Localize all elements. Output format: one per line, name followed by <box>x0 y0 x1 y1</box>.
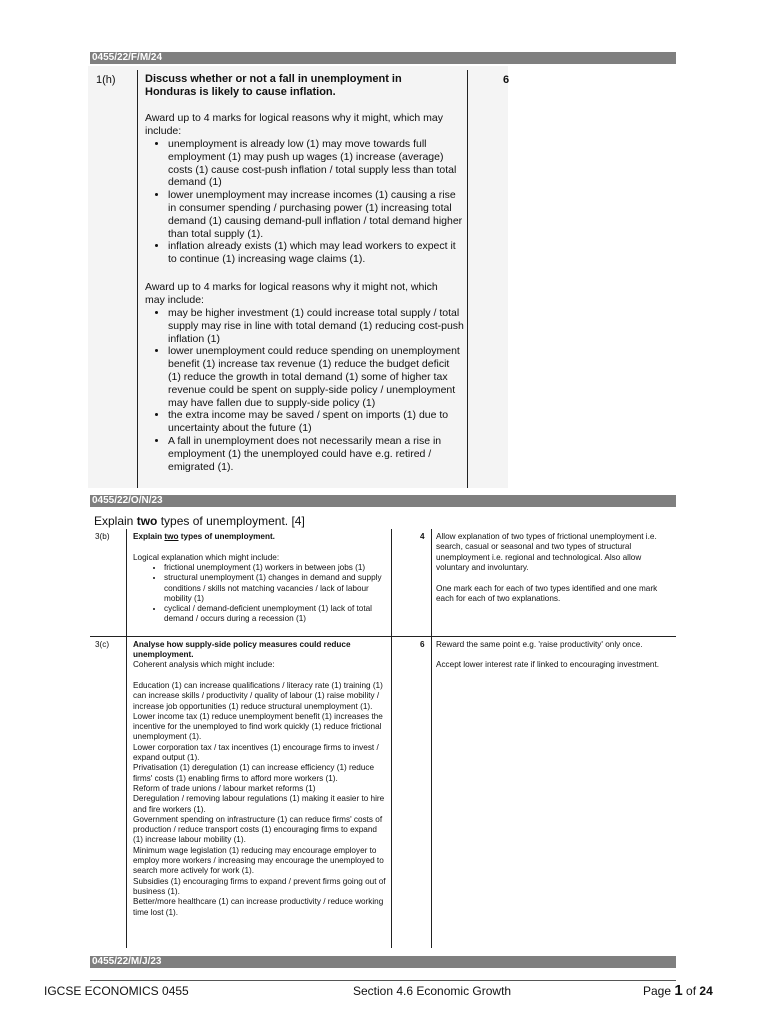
analysis-line: Government spending on infrastructure (1) can reduce firms' costs of production / reduce transport costs (1) encouraging firms to expand (1) increase labour mobility (1). <box>133 814 383 845</box>
question-title: Discuss whether or not a fall in unemployment in Honduras is likely to cause inflation. <box>145 73 402 98</box>
list-item: • inflation already exists (1) which may lead workers to expect it to continue (1) increasing wage claims (1). <box>168 240 464 266</box>
list-item: • the extra income may be saved / spent on imports (1) due to uncertainty about the future (1) <box>168 409 464 435</box>
footer-section: Section 4.6 Economic Growth <box>353 984 512 998</box>
question-title <box>133 532 275 542</box>
question-title: Analyse how supply-side policy measures could reduce unemployment. <box>133 640 351 660</box>
page-of: of <box>682 984 700 998</box>
analysis-line: Lower corporation tax / tax incentives (1) encourage firms to invest / expand output (1). <box>133 742 379 763</box>
list-item: • cyclical / demand-deficient unemployment (1) lack of total demand / occurs during a recession (1) <box>164 604 386 625</box>
page-total: 24 <box>699 984 713 998</box>
analysis-line: Lower income tax (1) reduce unemployment benefit (1) increases the incentive for the unemployed to find work quickly (1) reduce frictional unemployment (1). <box>133 711 383 742</box>
heading-text: types of unemployment. [4] <box>157 514 305 528</box>
analysis-line: Subsidies (1) encouraging firms to expand / prevent firms going out of business (1). <box>133 876 386 896</box>
column-divider <box>467 70 468 488</box>
column-divider <box>391 529 392 948</box>
question-number: 3(b) <box>95 532 110 541</box>
column-divider <box>126 529 127 948</box>
row-divider <box>90 636 676 637</box>
analysis-line: Privatisation (1) deregulation (1) can increase efficiency (1) reduce firms' costs (1) enabling firms to afford more workers (1). <box>133 763 375 783</box>
list-item: • lower unemployment may increase incomes (1) causing a rise in consumer spending / purchasing power (1) increasing total demand (1) causing demand-pull inflation / total demand higher than total supply (1). <box>168 189 464 240</box>
footer-page-number <box>643 982 713 999</box>
intro-might-not: Award up to 4 marks for logical reasons why it might not, which may include: <box>145 281 438 306</box>
heading-emphasis: two <box>136 514 158 528</box>
list-item: • frictional unemployment (1) workers in between jobs (1) <box>164 563 386 573</box>
marks-value: 4 <box>420 532 425 541</box>
list-item: • A fall in unemployment does not necessarily mean a rise in employment (1) the unemployed could have e.g. retired / emigrated (1). <box>168 435 464 473</box>
analysis-line: Better/more healthcare (1) can increase productivity / reduce working time lost (1). <box>133 897 384 917</box>
analysis-line: Minimum wage legislation (1) reducing may encourage employer to employ more workers / increasing may encourage the unemployed to search more actively for work (1). <box>133 845 384 876</box>
list-item: • structural unemployment (1) changes in demand and supply conditions / skills not matching vacancies / lack of labour mobility (1) <box>164 573 386 604</box>
guidance-text: Accept lower interest rate if linked to encouraging investment. <box>436 660 659 669</box>
question-number: 1(h) <box>96 74 116 86</box>
guidance-text: One mark each for each of two types identified and one mark each for each of two explanations. <box>436 584 658 604</box>
guidance-text: Reward the same point e.g. 'raise productivity' only once. <box>436 640 643 649</box>
paper-code-bar: 0455/22/F/M/24 <box>90 52 676 64</box>
heading-text: Explain <box>94 514 137 528</box>
analysis-line: Deregulation / removing labour regulations (1) making it easier to hire and fire workers (1). <box>133 794 385 814</box>
title-text: Explain <box>133 532 165 541</box>
intro-text: Logical explanation which might include: <box>133 553 280 562</box>
footer-rule <box>90 980 676 981</box>
question-number: 3(c) <box>95 640 110 649</box>
guidance-text: Allow explanation of two types of frictional unemployment i.e. search, casual or seasonal and two types of structural unemployment i.e. regional and technological. Also allow voluntary and involuntary. <box>436 532 657 572</box>
might-not-list <box>142 307 464 473</box>
footer-course: IGCSE ECONOMICS 0455 <box>44 984 189 998</box>
might-list <box>142 138 464 266</box>
column-divider <box>137 70 138 488</box>
column-divider <box>431 529 432 948</box>
title-emphasis: two <box>164 532 179 541</box>
marks-value: 6 <box>420 640 425 649</box>
analysis-lines <box>133 681 389 918</box>
intro-might: Award up to 4 marks for logical reasons why it might, which may include: <box>145 112 444 137</box>
list-item: • may be higher investment (1) could increase total supply / total supply may rise in line with total demand (1) reducing cost-push inflation (1) <box>168 307 464 345</box>
page-label: Page <box>643 984 675 998</box>
types-list <box>134 563 386 625</box>
marks-value: 6 <box>503 74 510 86</box>
analysis-line: Education (1) can increase qualifications / literacy rate (1) training (1) can increase skills / productivity / quality of labour (1) raise mobility / increase job opportunities (1) reduce structural unemployment (1). <box>133 681 383 711</box>
list-item: • lower unemployment could reduce spending on unemployment benefit (1) increase tax revenue (1) reduce the budget deficit (1) reduce the growth in total demand (1) some of higher tax revenue could be spent on supply-side policy / unemployment may have fallen due to supply-side policy (1) <box>168 345 464 409</box>
title-text: types of unemployment. <box>178 532 275 541</box>
intro-text: Coherent analysis which might include: <box>133 660 275 669</box>
paper-code-bar: 0455/22/O/N/23 <box>90 495 676 507</box>
analysis-line: Reform of trade unions / labour market reforms (1) <box>133 783 316 793</box>
list-item: • unemployment is already low (1) may move towards full employment (1) may push up wages (1) increase (average) costs (1) cause cost-push inflation / total supply less than total demand (1) <box>168 138 464 189</box>
paper-code-bar: 0455/22/M/J/23 <box>90 956 676 968</box>
page-current: 1 <box>674 982 683 999</box>
question-heading <box>94 514 305 528</box>
